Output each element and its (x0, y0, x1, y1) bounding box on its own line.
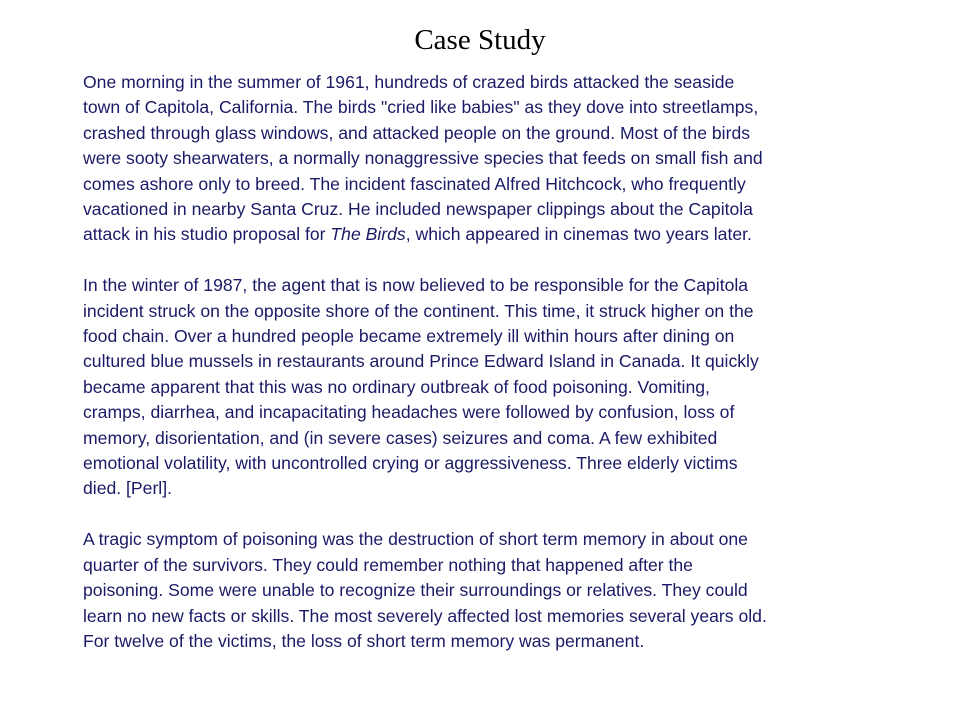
paragraph-2 (83, 273, 933, 502)
text-line: food chain. Over a hundred people became extremely ill within hours after dining on (83, 326, 735, 347)
text-line: cramps, diarrhea, and incapacitating headaches were followed by confusion, loss of (83, 402, 735, 423)
text-segment: , which appeared in cinemas two years later. (405, 224, 752, 245)
text-line: crashed through glass windows, and attacked people on the ground. Most of the birds (83, 122, 751, 143)
text-line: quarter of the survivors. They could remember nothing that happened after the (83, 554, 693, 575)
text-line: died. [Perl]. (83, 478, 172, 499)
text-line: One morning in the summer of 1961, hundreds of crazed birds attacked the seaside (83, 72, 735, 92)
body-text (83, 70, 933, 654)
text-line: For twelve of the victims, the loss of short term memory was permanent. (83, 630, 645, 651)
text-line: became apparent that this was no ordinary outbreak of food poisoning. Vomiting, (83, 376, 710, 397)
text-line: town of Capitola, California. The birds "cried like babies" as they dove into streetlamps, (83, 97, 759, 118)
text-segment: attack in his studio proposal for (83, 224, 331, 245)
text-line (83, 222, 933, 247)
film-title: The Birds (330, 224, 406, 245)
text-line: A tragic symptom of poisoning was the destruction of short term memory in about one (83, 529, 748, 550)
text-line: cultured blue mussels in restaurants around Prince Edward Island in Canada. It quickly (83, 351, 759, 372)
text-line: memory, disorientation, and (in severe cases) seizures and coma. A few exhibited (83, 427, 718, 448)
paragraph-3 (83, 527, 933, 654)
text-line: In the winter of 1987, the agent that is now believed to be responsible for the Capitola (83, 275, 749, 296)
text-line: emotional volatility, with uncontrolled crying or aggressiveness. Three elderly victims (83, 453, 738, 474)
text-line: were sooty shearwaters, a normally nonaggressive species that feeds on small fish and (83, 148, 763, 169)
paragraph-1 (83, 70, 933, 248)
text-line: learn no new facts or skills. The most severely affected lost memories several years old. (83, 605, 767, 626)
text-line: comes ashore only to breed. The incident fascinated Alfred Hitchcock, who frequently (83, 173, 746, 194)
text-line: poisoning. Some were unable to recognize their surroundings or relatives. They could (83, 580, 748, 601)
text-line: vacationed in nearby Santa Cruz. He included newspaper clippings about the Capitola (83, 199, 753, 220)
text-line: incident struck on the opposite shore of the continent. This time, it struck higher on the (83, 300, 754, 321)
slide-title: Case Study (414, 24, 546, 56)
